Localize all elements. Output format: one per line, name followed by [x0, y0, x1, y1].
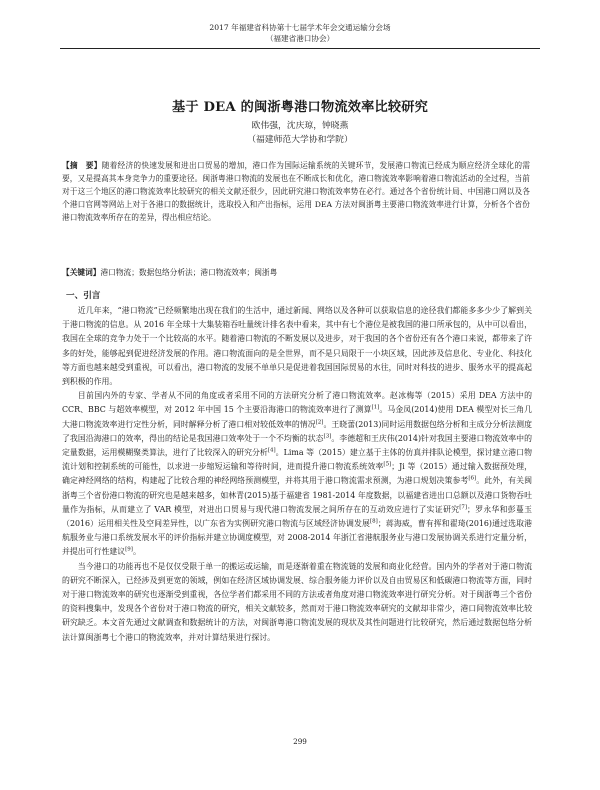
paragraph-text: ；罗永华和彭蔓玉（2016）运用相关性及空间差异性，以广东省为实例研究港口物流与区域经济协调发展 — [62, 504, 532, 529]
paragraph-text: 。李德超和王庆伟(2014)针对我国主要港口物流效率中的定量数据，运用模糊聚类算法，进行了比较深入的研究分析 — [62, 433, 532, 458]
conference-header-line1: 2017 年福建省科协第十七届学术年会交通运输分会场 — [209, 23, 391, 32]
keywords-text: 港口物流；数据包络分析法；港口物流效率；闽浙粤 — [100, 268, 278, 277]
paragraph-text: 。Lima 等（2015）建立基于主体的仿真并排队论模型，探讨建立港口物流计划和控制系统的可能性，以求进一步缩短运输和等待时间，进而提升港口物流系统效率 — [62, 448, 532, 472]
abstract-label: 【摘 要】 — [62, 161, 102, 170]
body-paragraph — [62, 389, 532, 559]
paragraph-text: ；蒋海威，曹有挥和翟琦(2016)通过选取港航服务业与港口系统发展水平的评价指标并建立协调度模型，对 2008-2014 年浙江省港航服务业与港口发展协调关系进行定量分析，并提出可行性建议 — [62, 519, 532, 557]
paragraph-text: 。王晓蕾(2013)同时运用数据包络分析和主成分分析法测度了我国沿海港口的效率，得出的结论是我国港口效率处于一个不均衡的状态 — [62, 419, 532, 443]
paragraph-text: 。 — [132, 547, 141, 557]
page-number: 299 — [293, 737, 307, 746]
paper-authors: 欧伟强，沈庆琼，钟晓燕 — [251, 121, 349, 131]
paragraph-text: ；Ji 等（2015）通过输入数据预处理，确定神经网络的结构，构建起了比较合理的神经网络预测模型，并将其用于港口物流需求预测，为港口规划决策参考 — [62, 462, 532, 486]
body-text — [62, 304, 532, 645]
citation-ref: [9] — [125, 546, 133, 553]
citation-ref: [2] — [315, 419, 324, 425]
paper-affiliation: （福建师范大学协和学院） — [247, 135, 353, 145]
body-paragraph — [62, 560, 532, 645]
citation-ref: [1] — [371, 404, 380, 411]
paragraph-text: 近几年来，“港口物流”已经频繁地出现在我们的生活中，通过新闻、网络以及各种可以获取信息的途径我们都能多多少少了解到关于港口物流的信息。从 2016 年全球十大集装箱吞吐量统计排名表中看来，其中有七个港位是被我国的港口所承包的，从中可以看出，我国在全球的竞争力处于一个比较高的水平。随着港口物流的不断发展以及进步，对于我国的各个省份还有各个港口来说，都带来了许多的好处，能够起到促进经济发展的作用。港口物流面向的是全世界，而不是只局限于一小块区域，因此涉及信息化、专业化、科技化等方面也越来越受到重视，可以看出，港口物流的发展不单单只是促进着我国国际贸易的水往，同时对科技的进步、服务水平的提高起到积极的作用。 — [62, 306, 532, 387]
citation-ref: [6] — [468, 475, 477, 482]
keywords — [62, 266, 530, 279]
paper-title: 基于 DEA 的闽浙粤港口物流效率比较研究 — [171, 100, 429, 115]
paragraph-text: 。此外，有关闽浙粤三个省份港口物流的研究也是越来越多，如林青(2015)基于福建省 1981-2014 年度数据，以福建省进出口总额以及港口货物吞吐量作为指标，从而建立了 VAR 模型，对进出口贸易与现代港口物流发展之间所存在的互动效应进行了实证研究 — [62, 476, 532, 514]
section-heading-introduction: 一、引言 — [66, 291, 101, 301]
paragraph-text: 目前国内外的专家、学者从不同的角度或者采用不同的方法研究分析了港口物流效率。赵冰梅等（2015）采用 DEA 方法中的 CCR、BBC 与超效率模型，对 2012 年中国 15 个主要沿海港口的物流效率进行了测算 — [62, 391, 532, 415]
citation-ref: [7] — [459, 504, 468, 511]
abstract-text: 随着经济的快速发展和进出口贸易的增加，港口作为国际运输系统的关键环节，发展港口物流已经成为顺应经济全球化的需要，又是提高其本身竞争力的重要途径。闽浙粤港口物流的发展也在不断成长和优化，港口物流效率影响着港口物流活动的全过程，当前对于这三个地区的港口物流效率比较研究的相关文献还很少，因此研究港口物流效率势在必行。通过各个省份统计局、中国港口网以及各个港口官网等网站上对于各港口的数据统计，选取投入和产出指标，运用 DEA 方法对闽浙粤主要港口物流效率进行计算，分析各个省份港口物流效率所存在的差异，得出相应结论。 — [62, 161, 530, 223]
conference-header-line2: （福建省港口协会） — [265, 34, 335, 43]
body-paragraph — [62, 304, 532, 389]
header-divider — [60, 48, 540, 49]
abstract — [62, 159, 530, 224]
citation-ref: [5] — [383, 461, 392, 468]
citation-ref: [4] — [267, 447, 276, 454]
citation-ref: [3] — [323, 433, 332, 440]
citation-ref: [8] — [370, 518, 378, 525]
paragraph-text: 。马金凤(2014)使用 DEA 模型对长三角几大港口物流效率进行定性分析，同时解释分析了港口相对较低效率的情况 — [62, 405, 532, 429]
conference-header — [0, 22, 600, 44]
paragraph-text: 当今港口的功能再也不是仅仅受限于单一的搬运或运输，而是逐渐着重在物流链的发展和商业化经营。国内外的学者对于港口物流的研究不断深入，已经涉及到更宽的领域，例如在经济区域协调发展、综合服务能力评价以及自由贸易区和低碳港口物流等方面，同时对于港口物流效率的研究也逐渐受到重视，各位学者们都采用不同的方法或者角度对港口物流效率进行研究分析。对于闽浙粤三个省份的资料搜集中，发现各个省份对于港口物流的研究，相关文献较多，然而对于港口物流效率研究的文献却非常少，港口间物流效率比较研究缺乏。本文首先通过文献调查和数据统计的方法，对闽浙粤港口物流发展的现状及其性问题进行比较研究，然后通过数据包络分析法计算闽浙粤七个港口的物流效率，并对计算结果进行探讨。 — [62, 561, 532, 642]
keywords-label: 【关键词】 — [62, 268, 101, 277]
